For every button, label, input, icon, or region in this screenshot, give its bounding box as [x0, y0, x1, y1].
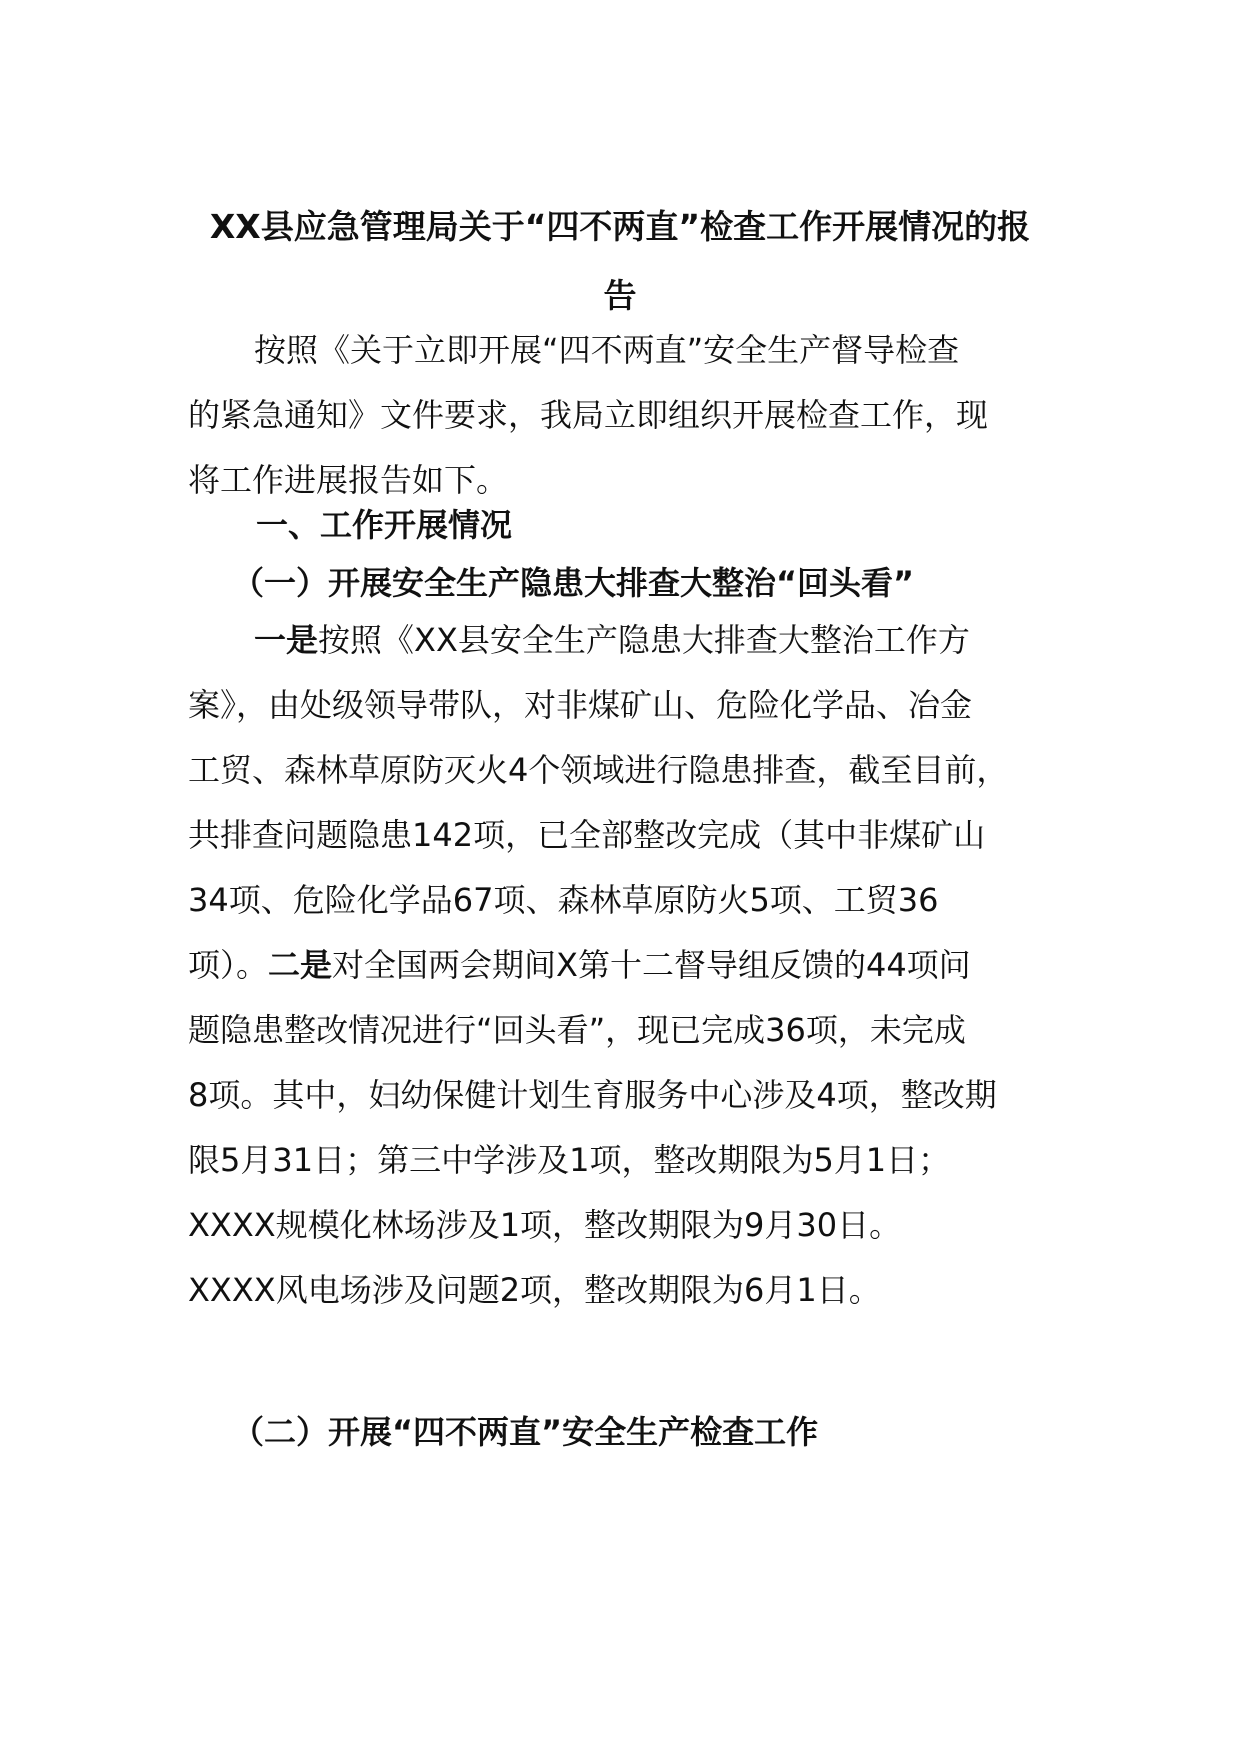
- paragraph-line-text: 按照《XX县安全生产隐患大排查大整治工作方: [318, 621, 970, 659]
- intro-line: 将工作进展报告如下。: [188, 461, 509, 499]
- intro-line: 的紧急通知》文件要求，我局立即组织开展检查工作，现: [188, 396, 989, 434]
- subsection-1-paragraph: [188, 608, 1056, 1323]
- paragraph-line: [188, 933, 1056, 998]
- document-title-line-2: 告: [603, 276, 637, 315]
- bold-lead-one: 一是: [254, 621, 319, 659]
- bold-lead-two: 二是: [268, 946, 333, 984]
- paragraph-line: [188, 608, 1056, 673]
- paragraph-line: 限5月31日；第三中学涉及1项，整改期限为5月1日；: [188, 1141, 951, 1179]
- paragraph-line: 34项、危险化学品67项、森林草原防火5项、工贸36: [188, 881, 939, 919]
- intro-paragraph: [188, 318, 1056, 513]
- paragraph-line: XXXX规模化林场涉及1项，整改期限为9月30日。: [188, 1206, 902, 1244]
- paragraph-line: 案》，由处级领导带队，对非煤矿山、危险化学品、冶金: [188, 686, 973, 724]
- section-heading-1: 一、工作开展情况: [256, 506, 513, 544]
- intro-line: 按照《关于立即开展“四不两直”安全生产督导检查: [254, 331, 960, 369]
- paragraph-line: 共排查问题隐患142项，已全部整改完成（其中非煤矿山: [188, 816, 986, 854]
- paragraph-line-text: 项）。: [188, 946, 269, 984]
- paragraph-line: 8项。其中，妇幼保健计划生育服务中心涉及4项，整改期: [188, 1076, 997, 1114]
- subsection-heading-2: （二）开展“四不两直”安全生产检查工作: [232, 1413, 819, 1451]
- paragraph-line: 工贸、森林草原防灭火4个领域进行隐患排查，截至目前，: [188, 751, 1009, 789]
- document-title-line-1: XX县应急管理局关于“四不两直”检查工作开展情况的报: [209, 207, 1031, 246]
- paragraph-line-text: 对全国两会期间X第十二督导组反馈的44项问: [332, 946, 971, 984]
- paragraph-line: XXXX风电场涉及问题2项，整改期限为6月1日。: [188, 1271, 881, 1309]
- subsection-heading-1: （一）开展安全生产隐患大排查大整治“回头看”: [232, 564, 915, 602]
- paragraph-line: 题隐患整改情况进行“回头看”，现已完成36项，未完成: [188, 1011, 966, 1049]
